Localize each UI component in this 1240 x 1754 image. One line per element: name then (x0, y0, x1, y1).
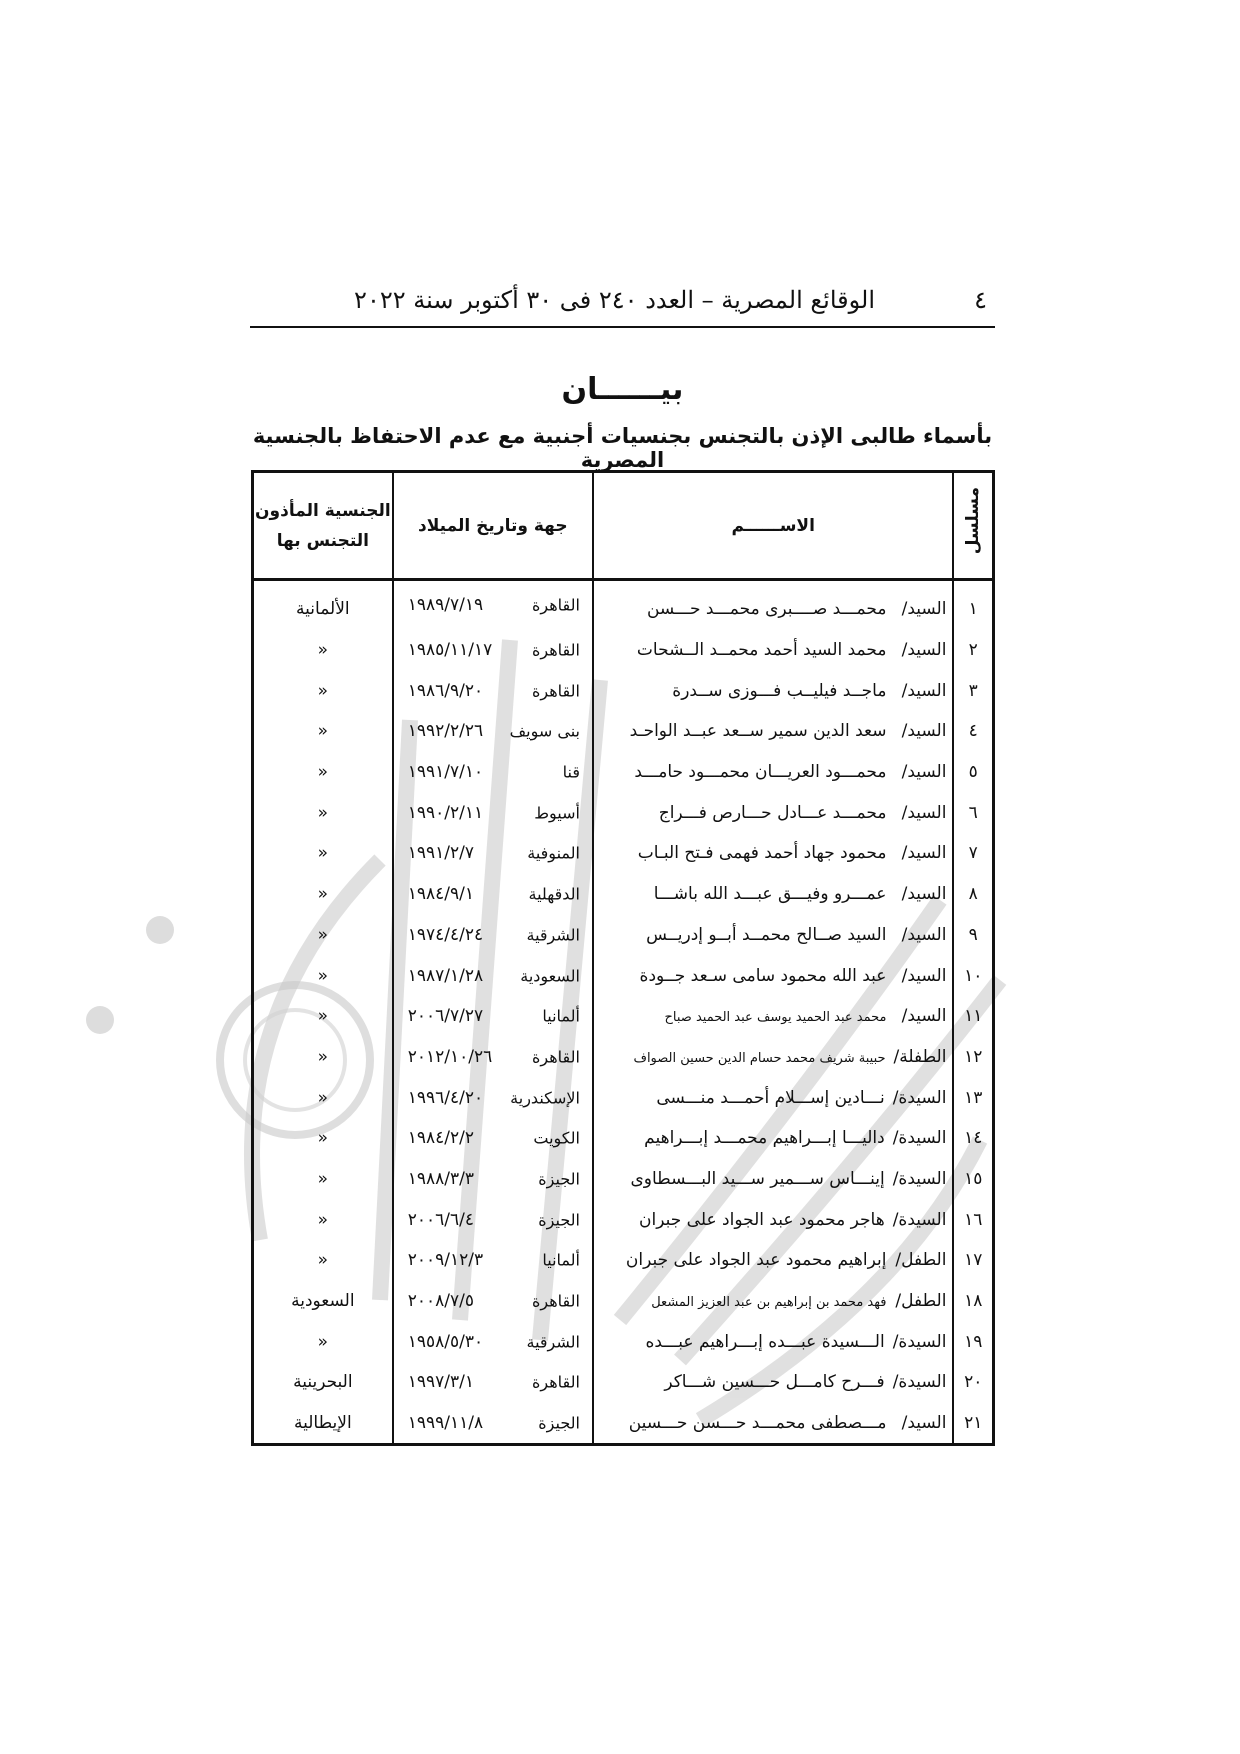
table-row (253, 670, 994, 711)
row-birth-place: ألمانيا (542, 1250, 580, 1270)
row-birth-cell (393, 1281, 593, 1322)
row-full-name: محمـــد صــــبرى محمـــد حـــسن (646, 599, 887, 620)
page-number: ٤ (974, 286, 987, 314)
row-honorific: السيد/ (901, 721, 947, 742)
table-row (253, 752, 994, 793)
row-nationality: « (253, 1240, 393, 1281)
row-full-name: عمـــرو وفيـــق عبـــد الله باشـــا (653, 884, 887, 905)
row-nationality: « (253, 915, 393, 956)
row-birth-cell (393, 630, 593, 671)
row-birth-place: الكويت (533, 1128, 580, 1148)
row-honorific: السيد/ (901, 965, 947, 986)
row-birth-place: الشرقية (526, 1332, 580, 1352)
row-birth-cell (393, 1240, 593, 1281)
row-name-cell (593, 1077, 953, 1118)
row-birth-date: ٢٠٠٦/٧/٢٧ (407, 1006, 484, 1027)
row-nationality: « (253, 1321, 393, 1362)
row-full-name: داليـــا إبـــراهيم محمـــد إبـــراهيم (644, 1128, 885, 1149)
row-birth-place: القاهرة (532, 595, 580, 615)
row-name-cell (593, 833, 953, 874)
row-birth-cell (393, 955, 593, 996)
row-serial: ٥ (953, 752, 993, 793)
row-full-name: محمـــد عـــادل حـــارص فـــراج (658, 802, 887, 823)
row-birth-date: ١٩٩٦/٤/٢٠ (407, 1087, 484, 1108)
row-nationality: « (253, 1037, 393, 1078)
row-serial: ٣ (953, 670, 993, 711)
table-header-row (253, 472, 994, 580)
row-birth-date: ١٩٨٤/٢/٢ (407, 1128, 474, 1149)
row-nationality: السعودية (253, 1281, 393, 1322)
row-honorific: الطفل/ (895, 1291, 947, 1312)
row-serial: ١٩ (953, 1321, 993, 1362)
row-name-cell (593, 792, 953, 833)
row-serial: ٢١ (953, 1403, 993, 1445)
table-row (253, 955, 994, 996)
row-birth-place: قنا (562, 762, 580, 782)
row-serial: ٩ (953, 915, 993, 956)
header-nationality (253, 472, 393, 580)
row-birth-cell (393, 915, 593, 956)
row-birth-date: ١٩٨٧/١/٢٨ (407, 965, 484, 986)
row-serial: ٨ (953, 874, 993, 915)
row-birth-date: ٢٠١٢/١٠/٢٦ (407, 1046, 493, 1067)
table-row (253, 792, 994, 833)
row-name-cell (593, 996, 953, 1037)
row-birth-cell (393, 874, 593, 915)
row-birth-cell (393, 1321, 593, 1362)
row-name-cell (593, 711, 953, 752)
table-row (253, 1281, 994, 1322)
table-row (253, 1159, 994, 1200)
row-nationality: « (253, 996, 393, 1037)
row-serial: ١٠ (953, 955, 993, 996)
row-birth-cell (393, 1403, 593, 1445)
row-full-name: إينـــاس ســـمير ســـيد البـــسطاوى (630, 1168, 885, 1189)
table-row (253, 874, 994, 915)
row-birth-place: السعودية (520, 966, 580, 986)
row-birth-cell (393, 752, 593, 793)
row-full-name: حبيبة شريف محمد حسام الدين حسين الصواف (633, 1050, 886, 1066)
table-row (253, 1199, 994, 1240)
row-serial: ٦ (953, 792, 993, 833)
row-serial: ٧ (953, 833, 993, 874)
row-birth-cell (393, 833, 593, 874)
row-nationality: « (253, 630, 393, 671)
row-full-name: فهد محمد بن إبراهيم بن عبد العزيز المشعل (651, 1295, 887, 1311)
row-serial: ١٢ (953, 1037, 993, 1078)
row-honorific: الطفلة/ (893, 1046, 947, 1067)
row-birth-date: ١٩٨٤/٩/١ (407, 884, 474, 905)
row-name-cell (593, 670, 953, 711)
row-nationality: « (253, 792, 393, 833)
row-birth-place: القاهرة (532, 640, 580, 660)
row-birth-date: ١٩٨٦/٩/٢٠ (407, 680, 484, 701)
row-birth-date: ١٩٩٢/٢/٢٦ (407, 721, 484, 742)
row-honorific: السيدة/ (892, 1087, 947, 1108)
table-row (253, 1403, 994, 1445)
row-name-cell (593, 1403, 953, 1445)
row-birth-cell (393, 1077, 593, 1118)
row-serial: ١٥ (953, 1159, 993, 1200)
row-honorific: السيدة/ (892, 1372, 947, 1393)
row-birth-cell (393, 1199, 593, 1240)
row-name-cell (593, 1118, 953, 1159)
row-serial: ١٨ (953, 1281, 993, 1322)
row-full-name: محمود جهاد أحمد فهمى فـتح البـاب (637, 843, 887, 864)
row-birth-place: أسيوط (534, 803, 580, 823)
row-birth-date: ١٩٧٤/٤/٢٤ (407, 924, 484, 945)
row-birth-place: القاهرة (532, 1291, 580, 1311)
row-name-cell (593, 1240, 953, 1281)
row-full-name: محمد عبد الحميد يوسف عبد الحميد صباح (664, 1010, 887, 1026)
row-birth-place: الجيزة (538, 1413, 580, 1433)
row-nationality: « (253, 1159, 393, 1200)
row-name-cell (593, 874, 953, 915)
row-nationality: « (253, 1077, 393, 1118)
row-birth-date: ١٩٩٠/٢/١١ (407, 802, 484, 823)
row-nationality: « (253, 711, 393, 752)
row-nationality: الألمانية (253, 580, 393, 630)
table-row (253, 630, 994, 671)
running-header (250, 280, 995, 328)
row-honorific: السيد/ (901, 680, 947, 701)
row-nationality: « (253, 955, 393, 996)
row-nationality: « (253, 833, 393, 874)
row-serial: ١١ (953, 996, 993, 1037)
row-name-cell (593, 1281, 953, 1322)
row-birth-cell (393, 580, 593, 630)
row-birth-date: ١٩٩٧/٣/١ (407, 1372, 474, 1393)
row-honorific: السيد/ (901, 1006, 947, 1027)
row-birth-date: ١٩٨٥/١١/١٧ (407, 640, 493, 661)
row-nationality: الإيطالية (253, 1403, 393, 1445)
row-name-cell (593, 580, 953, 630)
row-birth-place: القاهرة (532, 681, 580, 701)
header-nationality-line2: التجنس بها (276, 530, 369, 551)
table-row (253, 1362, 994, 1403)
gazette-issue-title: الوقائع المصرية – العدد ٢٤٠ فى ٣٠ أكتوبر سنة ٢٠٢٢ (354, 286, 875, 314)
row-birth-date: ٢٠٠٨/٧/٥ (407, 1291, 474, 1312)
row-birth-cell (393, 1118, 593, 1159)
row-full-name: سعد الدين سمير ســعد عبــد الواحـد (629, 721, 887, 742)
row-name-cell (593, 1321, 953, 1362)
row-full-name: مـــصطفى محمـــد حـــسن حـــسين (628, 1413, 887, 1434)
row-serial: ١ (953, 580, 993, 630)
row-birth-cell (393, 1037, 593, 1078)
row-birth-place: المنوفية (527, 843, 580, 863)
row-nationality: « (253, 1118, 393, 1159)
row-nationality: البحرينية (253, 1362, 393, 1403)
row-birth-place: الدقهلية (528, 884, 580, 904)
table-row (253, 1037, 994, 1078)
row-full-name: محمـــود العريـــان محمـــود حامـــد (634, 762, 887, 783)
row-birth-date: ١٩٩١/٧/١٠ (407, 762, 484, 783)
table-row (253, 1321, 994, 1362)
row-birth-cell (393, 711, 593, 752)
row-honorific: السيدة/ (892, 1209, 947, 1230)
row-nationality: « (253, 874, 393, 915)
row-honorific: السيد/ (901, 762, 947, 783)
row-honorific: السيدة/ (892, 1331, 947, 1352)
table-row (253, 1240, 994, 1281)
table-row (253, 833, 994, 874)
table-row (253, 1118, 994, 1159)
row-name-cell (593, 955, 953, 996)
row-full-name: إبراهيم محمود عبد الجواد على جبران (625, 1250, 887, 1271)
row-full-name: ماجــد فيليــب فـــوزى ســدرة (672, 680, 887, 701)
row-name-cell (593, 630, 953, 671)
row-nationality: « (253, 1199, 393, 1240)
row-birth-place: القاهرة (532, 1372, 580, 1392)
table-row (253, 996, 994, 1037)
row-birth-date: ٢٠٠٩/١٢/٣ (407, 1250, 484, 1271)
row-honorific: السيد/ (901, 640, 947, 661)
row-birth-place: ألمانيا (542, 1006, 580, 1026)
row-birth-date: ١٩٩٩/١١/٨ (407, 1413, 484, 1434)
row-honorific: السيدة/ (892, 1128, 947, 1149)
row-name-cell (593, 915, 953, 956)
row-birth-cell (393, 1159, 593, 1200)
row-honorific: السيد/ (901, 802, 947, 823)
row-birth-place: الشرقية (526, 925, 580, 945)
header-name: الاســــــم (593, 472, 953, 580)
header-serial: مسلسل (953, 472, 993, 580)
row-full-name: هاجر محمود عبد الجواد على جبران (639, 1209, 885, 1230)
row-birth-date: ١٩٥٨/٥/٣٠ (407, 1331, 484, 1352)
header-birth: جهة وتاريخ الميلاد (393, 472, 593, 580)
row-birth-cell (393, 792, 593, 833)
table-row (253, 915, 994, 956)
table-row (253, 580, 994, 630)
row-birth-place: بنى سويف (509, 721, 580, 741)
row-serial: ٢ (953, 630, 993, 671)
row-birth-date: ١٩٨٩/٧/١٩ (407, 595, 484, 616)
row-birth-cell (393, 1362, 593, 1403)
row-serial: ٢٠ (953, 1362, 993, 1403)
row-honorific: الطفل/ (895, 1250, 947, 1271)
row-nationality: « (253, 670, 393, 711)
header-nationality-line1: الجنسية المأذون (255, 500, 391, 521)
table-row (253, 711, 994, 752)
row-serial: ١٤ (953, 1118, 993, 1159)
row-serial: ١٣ (953, 1077, 993, 1118)
row-birth-place: الجيزة (538, 1210, 580, 1230)
document-title: بيــــــان (561, 372, 684, 407)
row-birth-place: القاهرة (532, 1047, 580, 1067)
row-birth-cell (393, 670, 593, 711)
row-birth-place: الإسكندرية (510, 1088, 580, 1108)
row-full-name: الـــسيدة عبـــده إبـــراهيم عبـــده (645, 1331, 885, 1352)
row-serial: ١٦ (953, 1199, 993, 1240)
row-full-name: السيد صــالح محمــد أبــو إدريــس (646, 924, 887, 945)
row-name-cell (593, 1159, 953, 1200)
row-honorific: السيد/ (901, 843, 947, 864)
row-birth-date: ١٩٩١/٢/٧ (407, 843, 474, 864)
row-name-cell (593, 1362, 953, 1403)
row-honorific: السيد/ (901, 599, 947, 620)
row-full-name: نـــادين إســـلام أحمـــد منـــسى (656, 1087, 885, 1108)
row-birth-date: ٢٠٠٦/٦/٤ (407, 1209, 474, 1230)
row-birth-date: ١٩٨٨/٣/٣ (407, 1168, 474, 1189)
table-row (253, 1077, 994, 1118)
row-full-name: محمد السيد أحمد محمــد الــشحات (636, 640, 887, 661)
row-name-cell (593, 1037, 953, 1078)
row-honorific: السيدة/ (892, 1168, 947, 1189)
row-name-cell (593, 752, 953, 793)
row-serial: ٤ (953, 711, 993, 752)
row-serial: ١٧ (953, 1240, 993, 1281)
row-birth-cell (393, 996, 593, 1037)
row-honorific: السيد/ (901, 1413, 947, 1434)
row-birth-place: الجيزة (538, 1169, 580, 1189)
row-honorific: السيد/ (901, 924, 947, 945)
row-full-name: عبد الله محمود سامى سـعد جــودة (639, 965, 887, 986)
document-subtitle: بأسماء طالبى الإذن بالتجنس بجنسيات أجنبية مع عدم الاحتفاظ بالجنسية المصرية (252, 424, 993, 472)
row-name-cell (593, 1199, 953, 1240)
applicants-table (251, 470, 995, 1446)
row-nationality: « (253, 752, 393, 793)
row-full-name: فـــرح كامـــل حـــسين شـــاكر (664, 1372, 885, 1393)
row-honorific: السيد/ (901, 884, 947, 905)
